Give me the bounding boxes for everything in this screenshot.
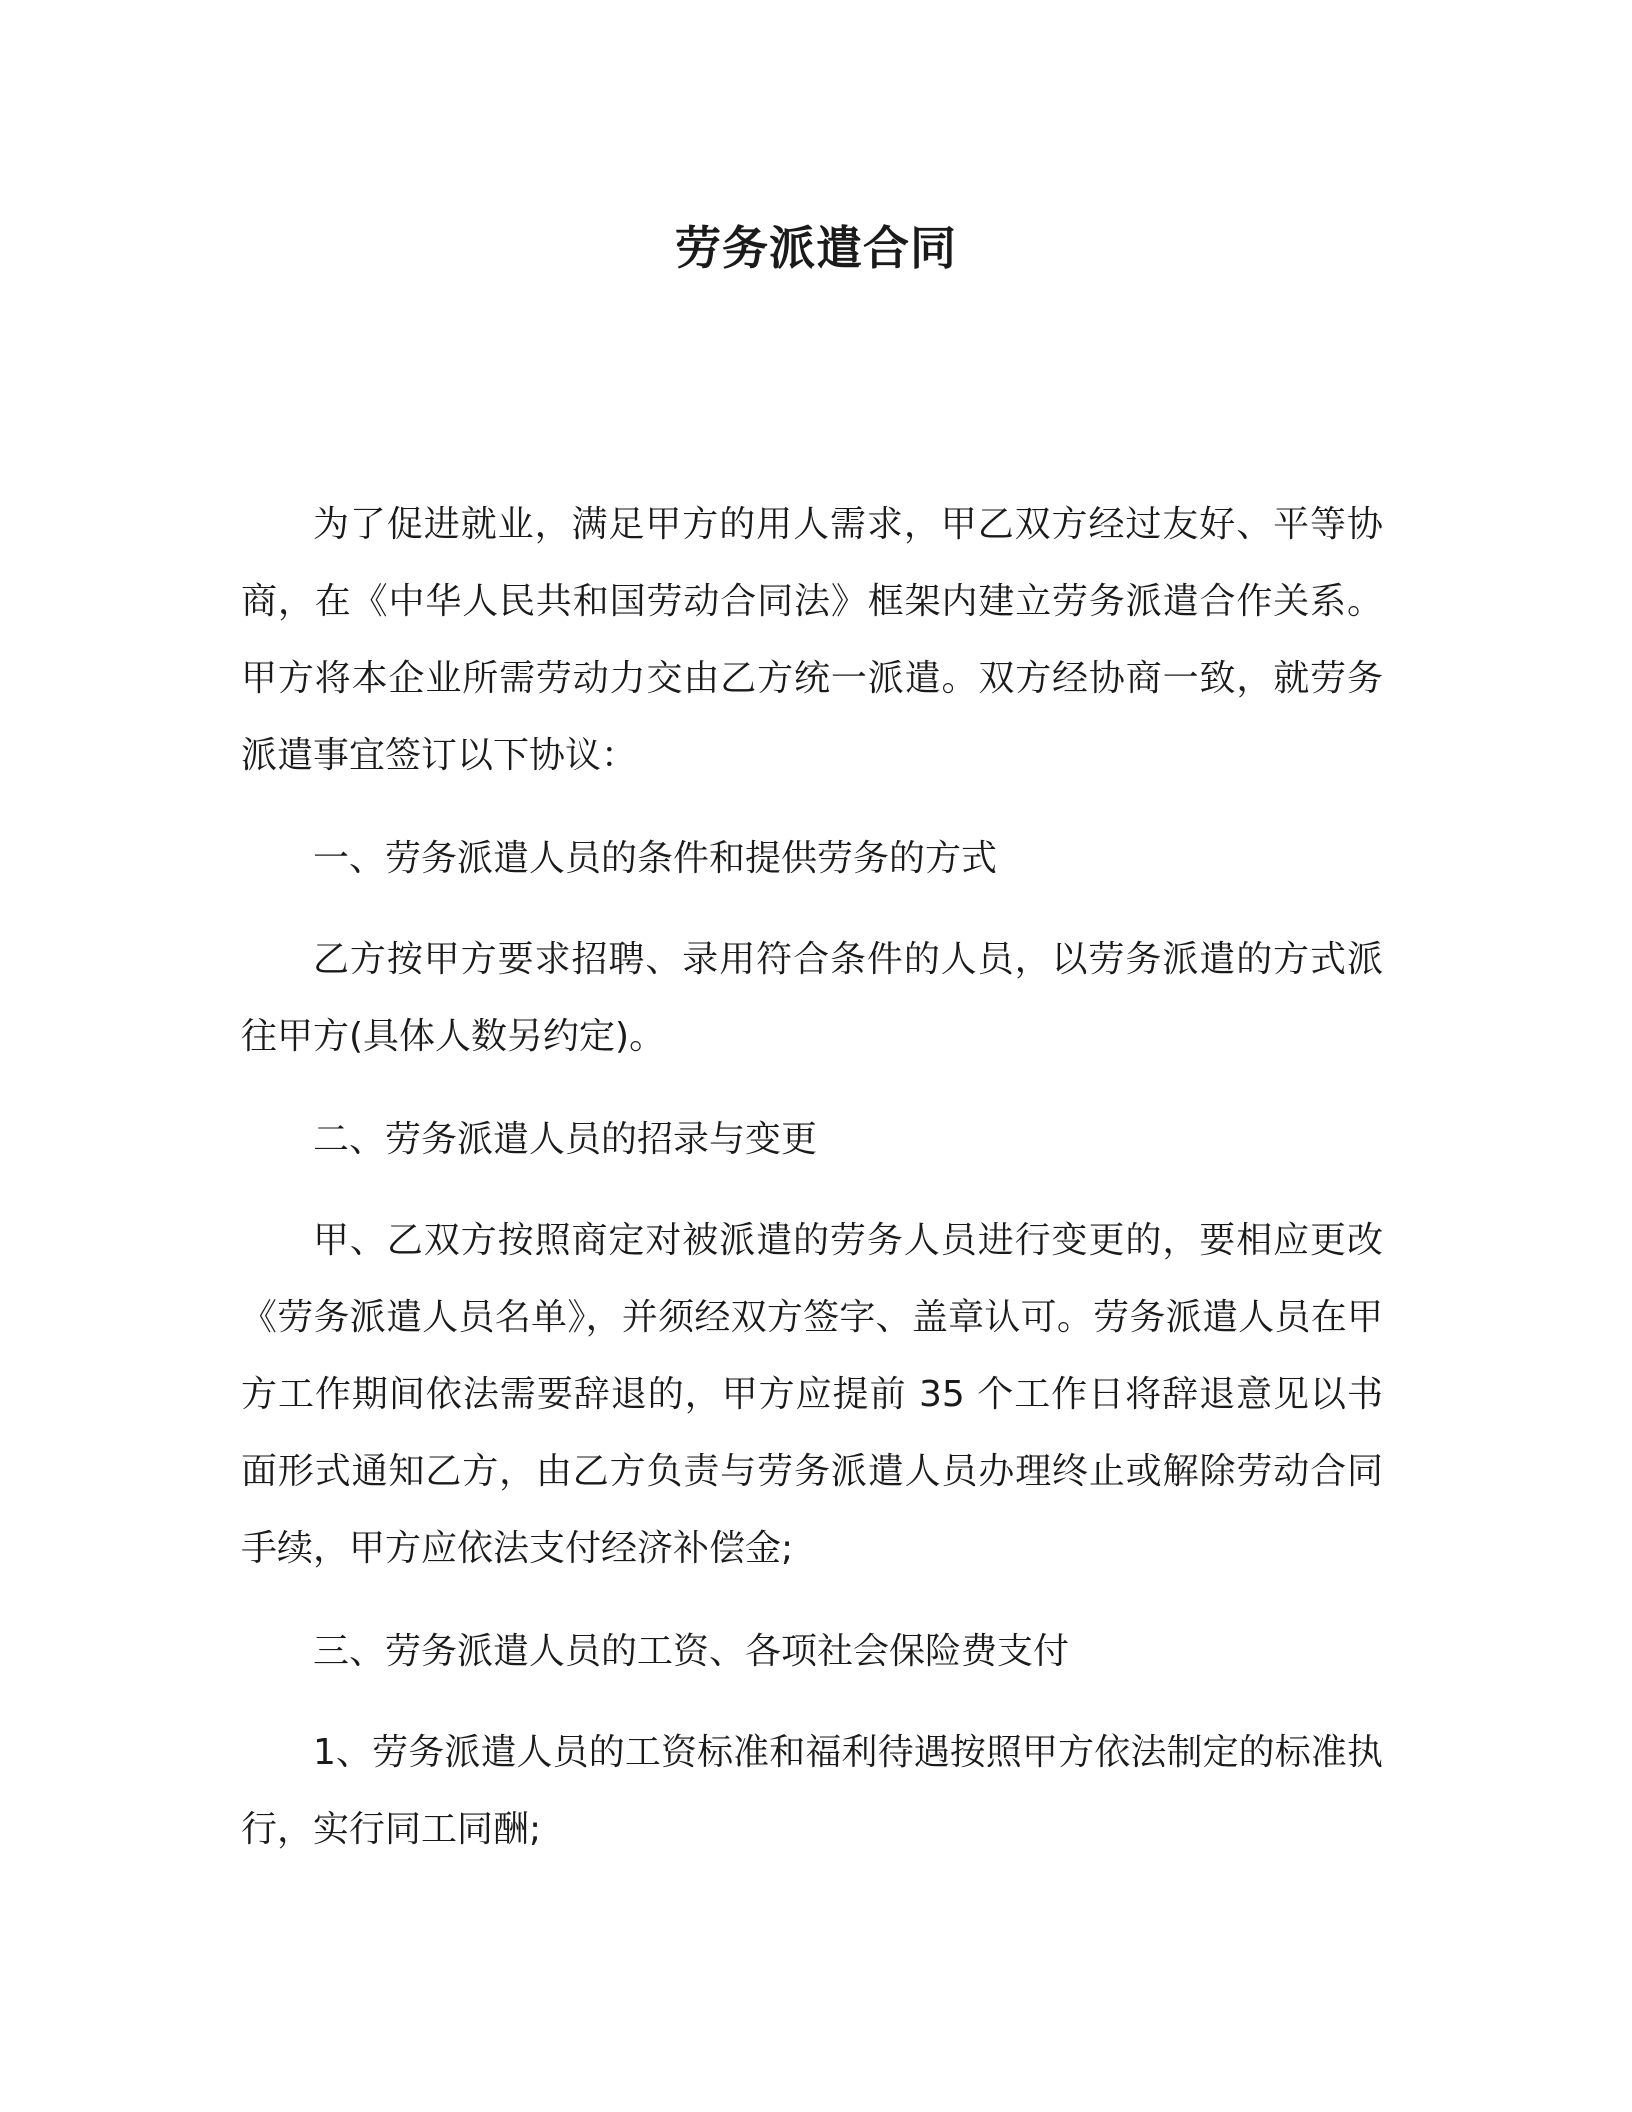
section-heading-2: 二、劳务派遣人员的招录与变更 [313,1119,818,1160]
section-heading-1: 一、劳务派遣人员的条件和提供劳务的方式 [313,838,998,879]
document-body [241,486,1383,1868]
document-title: 劳务派遣合同 [675,221,957,275]
section-3-item-1: 1、劳务派遣人员的工资标准和福利待遇按照甲方依法制定的标准执行，实行同工同酬; [241,1732,1383,1850]
section-heading-3: 三、劳务派遣人员的工资、各项社会保险费支付 [313,1631,1070,1672]
section-2-paragraph: 甲、乙双方按照商定对被派遣的劳务人员进行变更的，要相应更改《劳务派遣人员名单》，并须经双方签字、盖章认可。劳务派遣人员在甲方工作期间依法需要辞退的，甲方应提前 35 个工作日将辞退意见以书面形式通知乙方，由乙方负责与劳务派遣人员办理终止或解除劳动合同手续，甲方应依法支付经济补偿金; [241,1220,1383,1569]
intro-paragraph: 为了促进就业，满足甲方的用人需求，甲乙双方经过友好、平等协商，在《中华人民共和国劳动合同法》框架内建立劳务派遣合作关系。甲方将本企业所需劳动力交由乙方统一派遣。双方经协商一致，就劳务派遣事宜签订以下协议： [241,504,1383,776]
section-1-paragraph: 乙方按甲方要求招聘、录用符合条件的人员，以劳务派遣的方式派往甲方(具体人数另约定)。 [241,939,1383,1057]
